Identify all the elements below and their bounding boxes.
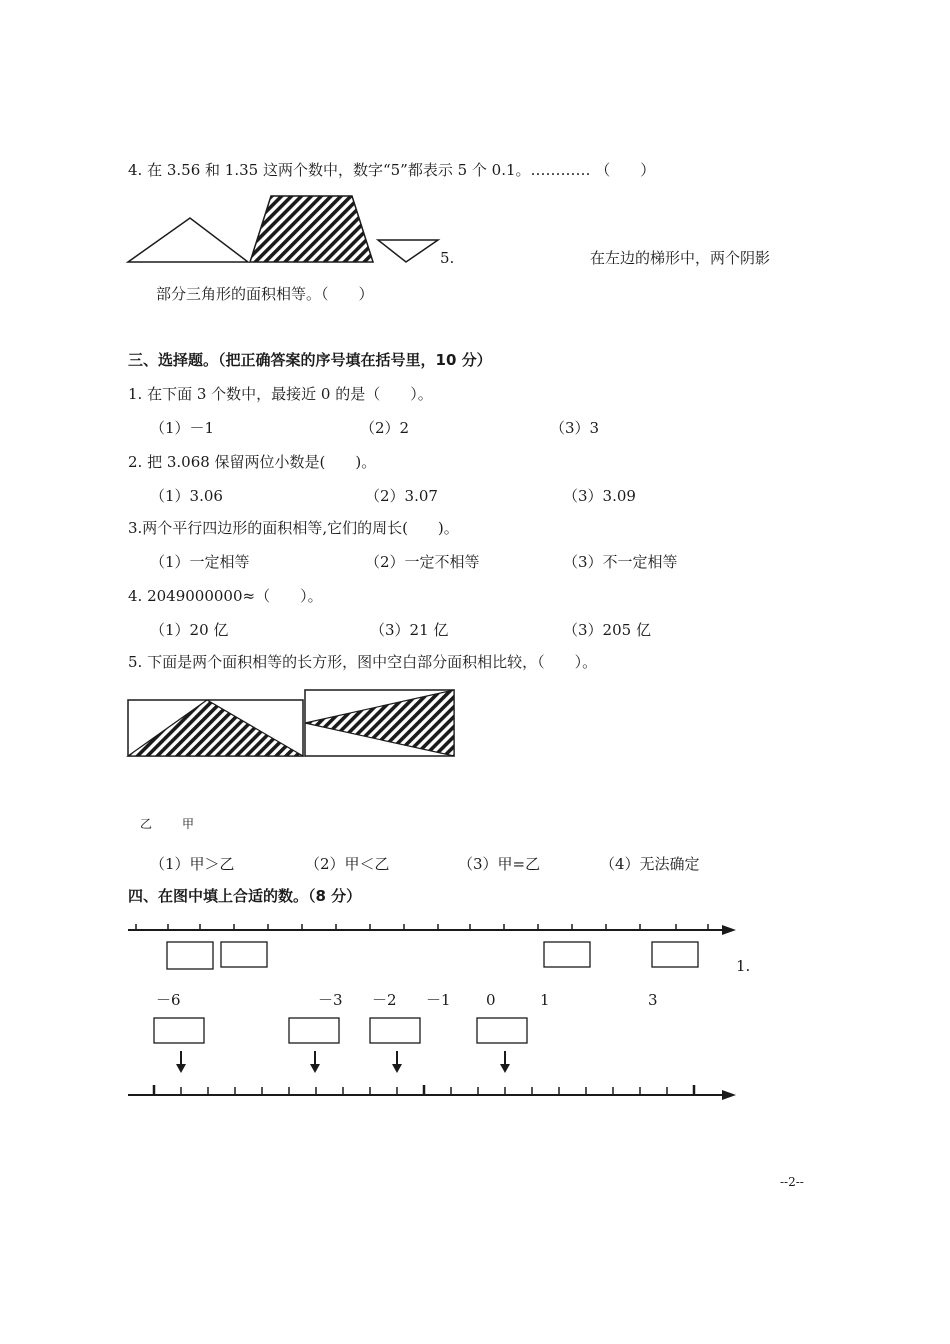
judge-question-5-text-cont: 部分三角形的面积相等。（ ） bbox=[156, 285, 374, 303]
bottom-line-arrowhead bbox=[722, 1090, 736, 1100]
numberline-label: 1 bbox=[540, 991, 550, 1009]
answer-box bbox=[167, 942, 213, 969]
label-jia: 甲 bbox=[182, 817, 195, 831]
answer-box bbox=[221, 942, 267, 967]
choice-question-1: 1. 在下面 3 个数中，最接近 0 的是（ ）。 bbox=[128, 385, 433, 403]
numberline-section-heading: 四、在图中填上合适的数。（8 分） bbox=[128, 887, 362, 905]
choice-q4-option-3: （3）205 亿 bbox=[563, 621, 651, 639]
choice-q1-option-3: （3）3 bbox=[550, 419, 600, 437]
judge-question-4: 4. 在 3.56 和 1.35 这两个数中，数字“5”都表示 5 个 0.1。………… （ ） bbox=[128, 161, 656, 179]
top-line-arrowhead bbox=[722, 925, 736, 935]
down-arrows bbox=[176, 1051, 510, 1073]
choice-question-4: 4. 2049000000≈（ ）。 bbox=[128, 587, 323, 605]
bottom-line-ticks bbox=[154, 1085, 694, 1095]
numberline-label: －3 bbox=[318, 991, 343, 1009]
numberline-label: －1 bbox=[426, 991, 451, 1009]
numberline-label: －2 bbox=[372, 991, 397, 1009]
numberline-label: －6 bbox=[156, 991, 181, 1009]
answer-box bbox=[652, 942, 698, 967]
choice-q1-option-1: （1）－1 bbox=[150, 419, 215, 437]
answer-box bbox=[289, 1018, 339, 1043]
choice-q2-option-3: （3）3.09 bbox=[563, 487, 636, 505]
choice-q3-option-1: （1）一定相等 bbox=[150, 553, 250, 571]
choice-section-heading: 三、选择题。（把正确答案的序号填在括号里，10 分） bbox=[128, 351, 492, 369]
choice-q3-option-2: （2）一定不相等 bbox=[365, 553, 480, 571]
choice-q2-option-2: （2）3.07 bbox=[365, 487, 438, 505]
choice-q5-option-2: （2）甲＜乙 bbox=[305, 855, 390, 873]
choice-question-5: 5. 下面是两个面积相等的长方形，图中空白部分面积相比较，（ ）。 bbox=[128, 653, 598, 671]
choice-q5-option-3: （3）甲=乙 bbox=[458, 855, 541, 873]
choice-q5-option-4: （4）无法确定 bbox=[600, 855, 700, 873]
label-yi: 乙 bbox=[140, 817, 153, 831]
judge-question-5-text: 在左边的梯形中，两个阴影 bbox=[590, 249, 771, 267]
choice-question-3: 3.两个平行四边形的面积相等,它们的周长( )。 bbox=[128, 519, 459, 537]
numberline-label: 3 bbox=[648, 991, 658, 1009]
choice-q5-option-1: （1）甲＞乙 bbox=[150, 855, 235, 873]
page-number: --2-- bbox=[780, 1175, 804, 1189]
choice-question-2: 2. 把 3.068 保留两位小数是( )。 bbox=[128, 453, 377, 471]
choice-q1-option-2: （2）2 bbox=[360, 419, 410, 437]
answer-box bbox=[477, 1018, 527, 1043]
answer-box bbox=[154, 1018, 204, 1043]
choice-q4-option-1: （1）20 亿 bbox=[150, 621, 229, 639]
choice-q4-option-2: （3）21 亿 bbox=[370, 621, 449, 639]
answer-box bbox=[544, 942, 590, 967]
numberline-label: 0 bbox=[486, 991, 496, 1009]
choice-q3-option-3: （3）不一定相等 bbox=[563, 553, 678, 571]
answer-box bbox=[370, 1018, 420, 1043]
judge-question-5-number: 5. bbox=[440, 249, 455, 267]
numberline-question-number: 1. bbox=[736, 957, 751, 975]
choice-q2-option-1: （1）3.06 bbox=[150, 487, 223, 505]
